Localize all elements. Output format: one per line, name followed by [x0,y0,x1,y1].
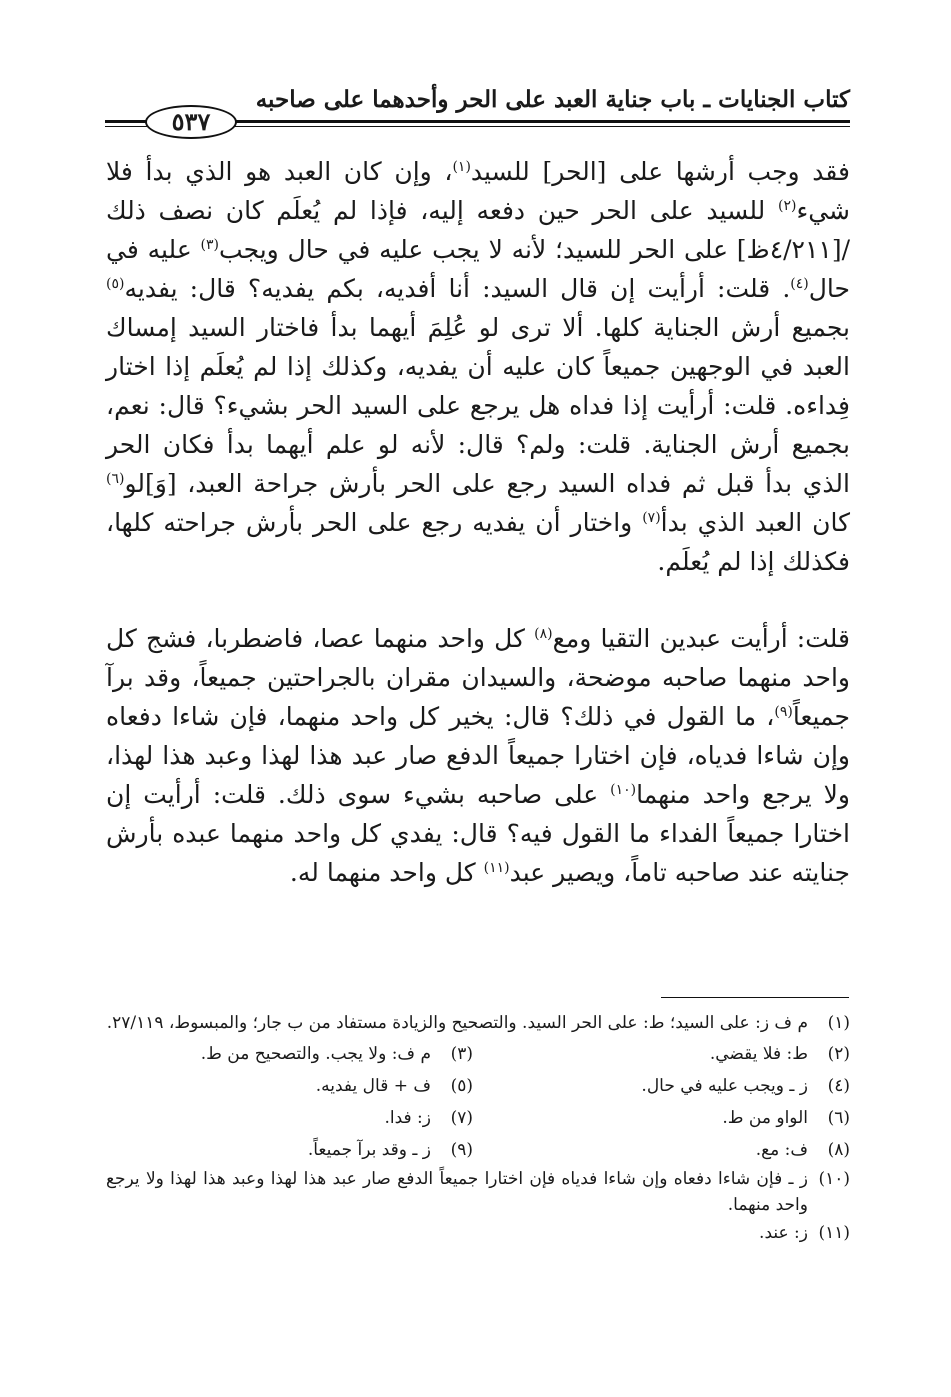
footnote-ref-5: (٥) [106,276,125,292]
footnote-11 [106,1220,850,1246]
footnote-1 [106,1010,850,1036]
footnotes [106,1010,850,1248]
text-segment: قلت: أرأيت عبدين التقيا ومع [552,624,850,653]
footnote-text: ز: عند. [759,1223,808,1243]
footnote-ref-11: (١١) [483,860,510,876]
footnote-number: (٤) [827,1076,850,1096]
footnote-number: (٢) [827,1044,850,1064]
footnote-ref-1: (١) [452,159,471,175]
page-number: ٥٣٧ [145,105,237,139]
footnote-number: (١٠) [818,1169,850,1189]
main-text [106,152,850,892]
footnote-4 [483,1070,850,1102]
footnote-separator [661,997,849,998]
footnote-text: ز ـ ويجب عليه في حال. [641,1076,808,1096]
text-segment: ، وإن كان العبد هو الذي بدأ فلا شيء [106,157,850,225]
footnote-number: (١) [827,1013,850,1033]
text-segment: للسيد على الحر حين دفعه إليه، فإذا لم يُعلَم كان نصف ذلك /[٤/٢١١ظ] على الحر للسيد؛ لأنه لا يجب عليه في حال ويجب [106,196,851,264]
paragraph-1 [106,152,850,581]
footnote-text: م ف ز: على السيد؛ ط: على الحر السيد. والتصحيح والزيادة مستفاد من ب جار؛ والمبسوط، ٢٧/١١٩. [106,1013,808,1033]
footnote-9 [106,1134,473,1166]
footnote-ref-9: (٩) [774,704,793,720]
footnote-number: (٣) [450,1044,473,1064]
text-segment: كان العبد الذي بدأ [660,508,850,537]
footnote-number: (٥) [450,1076,473,1096]
footnote-7 [106,1102,473,1134]
footnote-3 [106,1038,473,1070]
text-segment: كل واحد منهما عصا، فاضطربا، فشج كل واحد منهما صاحبه موضحة، والسيدان مقران بالجراحتين جميعاً، وقد برآ جميعاً [106,624,850,731]
text-segment: فقد وجب أرشها على [الحر] للسيد [470,157,850,186]
footnote-number: (٨) [827,1140,850,1160]
footnote-number: (٧) [450,1108,473,1128]
text-segment: عليه في حال [106,235,850,303]
text-segment: واختار أن يفديه رجع على الحر بأرش جراحته كلها، فكذلك إذا لم يُعلَم. [106,508,850,576]
footnote-ref-3: (٣) [200,237,220,253]
text-segment: . قلت: أرأيت إن قال السيد: أنا أفديه، بكم يفديه؟ قال: يفديه [124,274,791,303]
page-header [105,86,850,136]
footnote-ref-10: (١٠) [610,782,637,798]
footnote-text: ز ـ وقد برآ جميعاً. [307,1140,431,1160]
footnote-2 [483,1038,850,1070]
footnote-ref-2: (٢) [777,198,797,214]
running-title: كتاب الجنايات ـ باب جناية العبد على الحر وأحدهما على صاحبه [255,86,850,113]
footnote-6 [483,1102,850,1134]
footnote-text: ز: فدا. [384,1108,431,1128]
footnote-text: ز ـ فإن شاءا دفعاه وإن شاءا فدياه فإن اختارا جميعاً الدفع صار عبد هذا لهذا وعبد هذا لهذا ولا يرجع واحد منهما. [106,1169,808,1215]
footnote-5 [106,1070,473,1102]
footnote-number: (٦) [827,1108,850,1128]
text-segment: ، ما القول في ذلك؟ قال: يخير كل واحد منهما، فإن شاءا دفعاه وإن شاءا فدياه، فإن اختارا جميعاً الدفع صار عبد هذا لهذا وعبد هذا لهذا، ولا يرجع واحد منهما [106,702,851,809]
footnote-grid [106,1038,850,1166]
footnote-ref-8: (٨) [534,626,553,642]
footnote-number: (١١) [818,1223,850,1243]
text-segment: كل واحد منهما له. [289,858,484,887]
footnote-number: (٩) [450,1140,473,1160]
footnote-text: م ف: ولا يجب. والتصحيح من ط. [200,1044,431,1064]
footnote-10 [106,1166,850,1218]
footnote-text: ط: فلا يقضي. [709,1044,808,1064]
text-segment: بجميع أرش الجناية كلها. ألا ترى لو عُلِمَ أيهما بدأ فاختار السيد إمساك العبد في الوجهين جميعاً كان عليه أن يفديه، وكذلك إذا لم يُعلَم إذا اختار فِداءه. قلت: أرأيت إذا فداه هل يرجع على السيد الحر بشيء؟ قال: نعم، بجميع أرش الجناية. قلت: ولم؟ قال: لأنه لو علم أيهما بدأ فكان الحر الذي بدأ قبل ثم فداه السيد رجع على الحر بأرش جراحة العبد، [وَ]لو [106,313,850,498]
footnote-ref-7: (٧) [642,510,661,526]
footnote-text: ف: مع. [755,1140,808,1160]
footnote-ref-6: (٦) [106,471,125,487]
paragraph-2 [106,619,850,892]
text-segment: على صاحبه بشيء سوى ذلك. قلت: أرأيت إن اختارا جميعاً الفداء ما القول فيه؟ قال: يفدي كل واحد منهما عبده بأرش جنايته عند صاحبه تاماً، ويصير عبد [106,780,850,887]
footnote-text: الواو من ط. [722,1108,808,1128]
footnote-ref-4: (٤) [790,276,809,292]
footnote-8 [483,1134,850,1166]
footnote-text: ف + قال يفديه. [315,1076,431,1096]
